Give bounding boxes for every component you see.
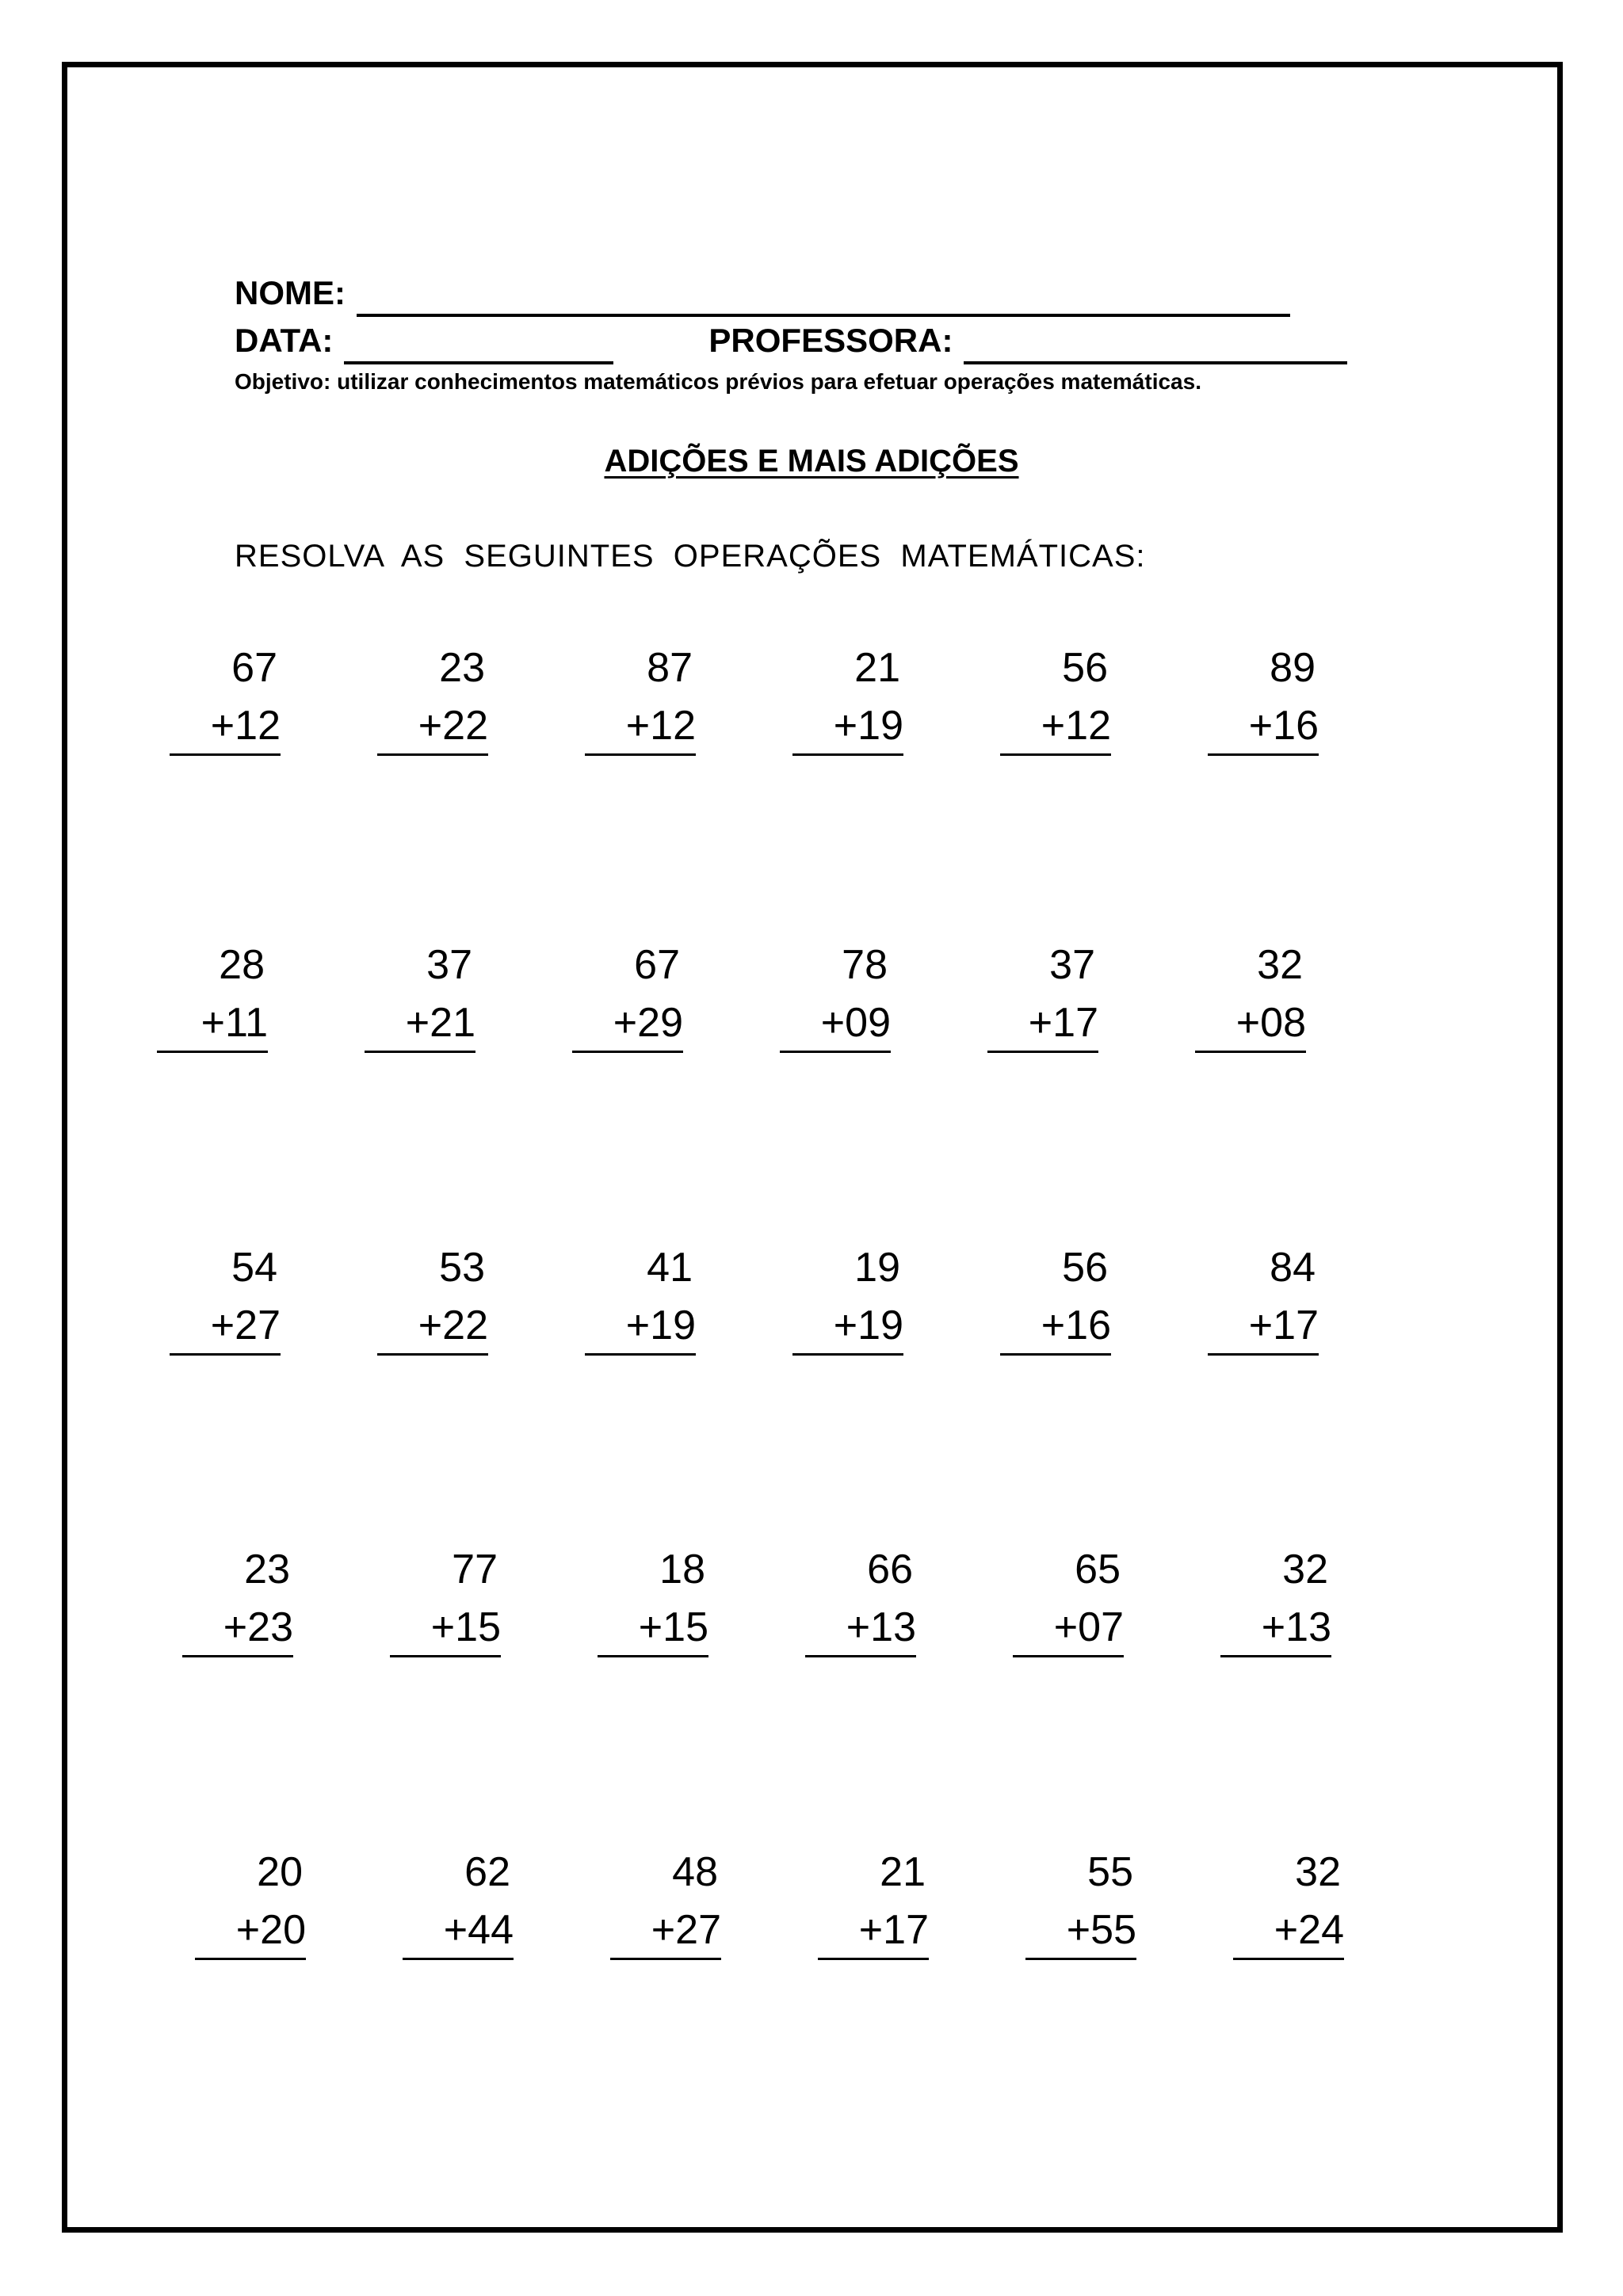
- addition-problem: [1013, 1539, 1124, 1657]
- professora-field[interactable]: [964, 330, 1347, 364]
- addition-problem: [610, 1842, 721, 1960]
- problem-top-number: 89: [1270, 645, 1316, 691]
- addition-problem: [598, 1539, 708, 1657]
- addition-problem: [157, 935, 268, 1053]
- addition-problem: [170, 638, 281, 756]
- problem-addend: +16: [1000, 1298, 1111, 1356]
- addition-problem: [1233, 1842, 1344, 1960]
- problem-addend: +13: [805, 1600, 916, 1657]
- problem-top-number: 77: [452, 1547, 498, 1592]
- problem-addend: +23: [182, 1600, 293, 1657]
- addition-problem: [585, 638, 696, 756]
- problem-addend: +12: [1000, 698, 1111, 756]
- problem-top-number: 65: [1075, 1547, 1121, 1592]
- problem-top-number: 28: [219, 942, 265, 988]
- problem-addend: +15: [598, 1600, 708, 1657]
- problem-addend: +24: [1233, 1902, 1344, 1960]
- problem-addend: +12: [585, 698, 696, 756]
- problem-top-number: 55: [1087, 1849, 1133, 1895]
- problem-top-number: 56: [1062, 645, 1108, 691]
- problem-addend: +19: [585, 1298, 696, 1356]
- problem-addend: +20: [195, 1902, 306, 1960]
- problem-top-number: 32: [1295, 1849, 1341, 1895]
- problem-top-number: 23: [439, 645, 485, 691]
- addition-problem: [195, 1842, 306, 1960]
- addition-problem: [805, 1539, 916, 1657]
- problem-addend: +17: [1208, 1298, 1319, 1356]
- problem-top-number: 53: [439, 1245, 485, 1291]
- problem-top-number: 41: [647, 1245, 693, 1291]
- problem-top-number: 21: [880, 1849, 926, 1895]
- problem-addend: +12: [170, 698, 281, 756]
- addition-problem: [818, 1842, 929, 1960]
- problem-addend: +22: [377, 1298, 488, 1356]
- problem-top-number: 54: [231, 1245, 277, 1291]
- addition-problem: [377, 638, 488, 756]
- addition-problem: [1208, 638, 1319, 756]
- problem-addend: +08: [1195, 995, 1306, 1053]
- addition-problem: [780, 935, 891, 1053]
- addition-problem: [1208, 1238, 1319, 1356]
- objective-text: Objetivo: utilizar conhecimentos matemáticos prévios para efetuar operações matemáticas.: [235, 369, 1201, 394]
- addition-problem: [1000, 638, 1111, 756]
- problem-top-number: 32: [1257, 942, 1303, 988]
- problem-addend: +17: [818, 1902, 929, 1960]
- addition-problem: [182, 1539, 293, 1657]
- problem-top-number: 67: [231, 645, 277, 691]
- professora-label: PROFESSORA:: [708, 322, 953, 359]
- problem-top-number: 62: [464, 1849, 510, 1895]
- addition-problem: [377, 1238, 488, 1356]
- worksheet-header: [235, 269, 1360, 399]
- problem-addend: +07: [1013, 1600, 1124, 1657]
- problem-addend: +15: [390, 1600, 501, 1657]
- problem-top-number: 18: [659, 1547, 705, 1592]
- problem-addend: +27: [170, 1298, 281, 1356]
- problem-top-number: 23: [244, 1547, 290, 1592]
- problem-addend: +17: [987, 995, 1098, 1053]
- problem-top-number: 20: [257, 1849, 303, 1895]
- problem-top-number: 56: [1062, 1245, 1108, 1291]
- problem-top-number: 37: [426, 942, 472, 988]
- problem-addend: +22: [377, 698, 488, 756]
- problem-top-number: 87: [647, 645, 693, 691]
- addition-problem: [1025, 1842, 1136, 1960]
- addition-problem: [792, 638, 903, 756]
- addition-problem: [403, 1842, 514, 1960]
- problem-top-number: 32: [1282, 1547, 1328, 1592]
- addition-problem: [170, 1238, 281, 1356]
- problem-top-number: 19: [854, 1245, 900, 1291]
- problem-top-number: 66: [867, 1547, 913, 1592]
- problem-top-number: 37: [1049, 942, 1095, 988]
- addition-problem: [1220, 1539, 1331, 1657]
- addition-problem: [390, 1539, 501, 1657]
- problem-top-number: 78: [842, 942, 888, 988]
- problem-addend: +11: [157, 995, 268, 1053]
- addition-problem: [1195, 935, 1306, 1053]
- problem-addend: +13: [1220, 1600, 1331, 1657]
- page-title: ADIÇÕES E MAIS ADIÇÕES: [604, 444, 1019, 479]
- data-field[interactable]: [344, 330, 613, 364]
- addition-problem: [1000, 1238, 1111, 1356]
- data-line: [235, 317, 1360, 364]
- data-label: DATA:: [235, 322, 334, 359]
- problem-addend: +21: [365, 995, 475, 1053]
- addition-problem: [987, 935, 1098, 1053]
- problem-addend: +44: [403, 1902, 514, 1960]
- problem-top-number: 21: [854, 645, 900, 691]
- problem-top-number: 48: [672, 1849, 718, 1895]
- problem-top-number: 67: [634, 942, 680, 988]
- addition-problem: [572, 935, 683, 1053]
- instruction-text: RESOLVA AS SEGUINTES OPERAÇÕES MATEMÁTICAS:: [235, 539, 1146, 574]
- problem-top-number: 84: [1270, 1245, 1316, 1291]
- nome-line: [235, 269, 1360, 317]
- problem-addend: +16: [1208, 698, 1319, 756]
- problem-addend: +19: [792, 698, 903, 756]
- addition-problem: [792, 1238, 903, 1356]
- problem-addend: +09: [780, 995, 891, 1053]
- nome-label: NOME:: [235, 274, 346, 311]
- problem-addend: +19: [792, 1298, 903, 1356]
- nome-field[interactable]: [357, 282, 1290, 317]
- problem-addend: +29: [572, 995, 683, 1053]
- addition-problem: [585, 1238, 696, 1356]
- problem-addend: +55: [1025, 1902, 1136, 1960]
- problem-addend: +27: [610, 1902, 721, 1960]
- addition-problem: [365, 935, 475, 1053]
